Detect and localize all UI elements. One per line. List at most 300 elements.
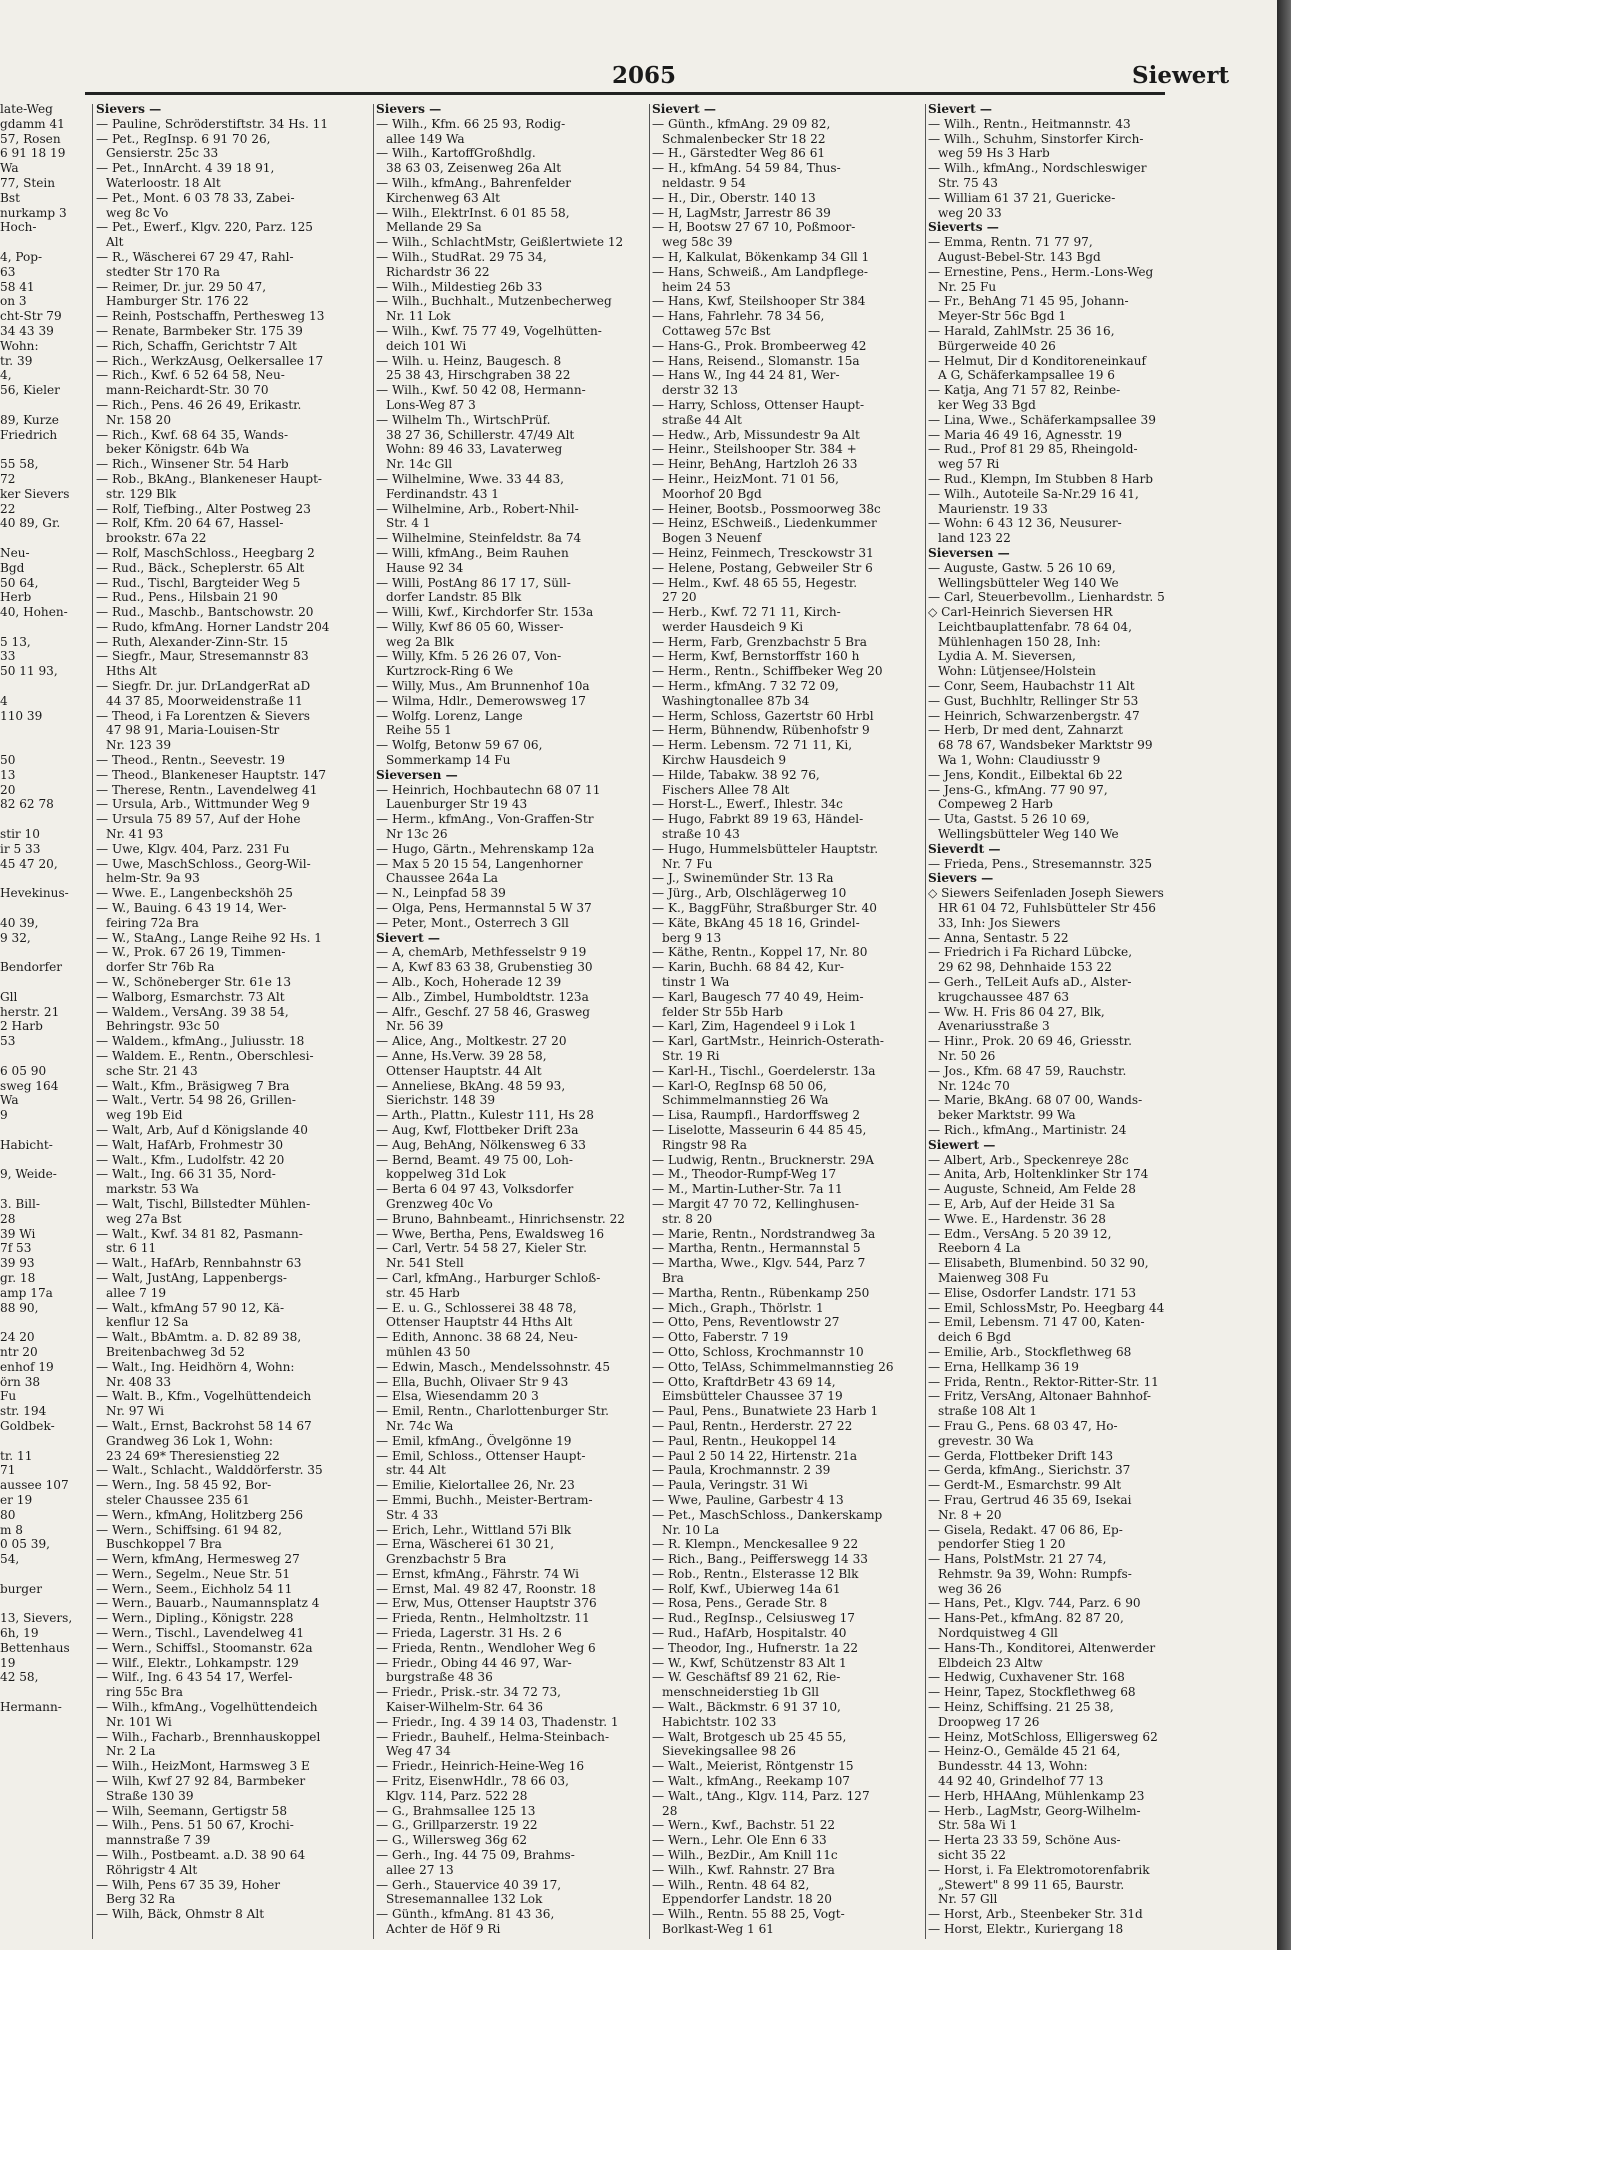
cropped-line: 4,	[0, 368, 12, 383]
cropped-line	[0, 1153, 88, 1168]
directory-entry-line: — Hinr., Prok. 20 69 46, Griesstr.	[928, 1034, 1132, 1049]
directory-entry-line: — Herb, Dr med dent, Zahnarzt	[928, 723, 1124, 738]
directory-entry-line: Nr 13c 26	[386, 827, 448, 842]
directory-entry-line: — Paula, Krochmannstr. 2 39	[652, 1463, 831, 1478]
directory-entry-line: Klgv. 114, Parz. 522 28	[386, 1788, 528, 1803]
cropped-line	[0, 1315, 88, 1330]
cropped-line: 39 Wi	[0, 1226, 36, 1241]
directory-entry-line: Sierichstr. 148 39	[386, 1093, 496, 1108]
cropped-line: örn 38	[0, 1374, 41, 1389]
directory-entry-line: — Walt., Ernst, Backrohst 58 14 67	[96, 1418, 312, 1433]
cropped-line: Fu	[0, 1389, 17, 1404]
directory-entry-line: — Alb., Zimbel, Humboldtstr. 123a	[376, 989, 589, 1004]
directory-entry-line: — Frieda, Lagerstr. 31 Hs. 2 6	[376, 1626, 562, 1641]
directory-entry-line: — Alfr., Geschf. 27 58 46, Grasweg	[376, 1004, 590, 1019]
directory-entry-line: — Walt., Schlacht., Walddörferstr. 35	[96, 1463, 323, 1478]
cropped-line	[0, 901, 88, 916]
directory-entry-line: — Auguste, Gastw. 5 26 10 69,	[928, 560, 1116, 575]
directory-entry-line: — Rud., RegInsp., Celsiusweg 17	[652, 1611, 855, 1626]
cropped-line	[0, 398, 88, 413]
directory-entry-line: — Karin, Buchh. 68 84 42, Kur-	[652, 960, 844, 975]
cropped-line: Habicht-	[0, 1137, 53, 1152]
directory-entry-line: — Katja, Ang 71 57 82, Reinbe-	[928, 383, 1121, 398]
cropped-line: 77, Stein	[0, 175, 56, 190]
cropped-line: Hevekinus-	[0, 886, 69, 901]
directory-entry-line: str. 45 Harb	[386, 1285, 460, 1300]
directory-entry-line: — Käte, BkAng 45 18 16, Grindel-	[652, 915, 860, 930]
directory-entry-line: — Wilh, Kwf 27 92 84, Barmbeker	[96, 1774, 306, 1789]
directory-entry-line: — Wern, kfmAng, Hermesweg 27	[96, 1552, 300, 1567]
directory-entry-line: Mühlenhagen 150 28, Inh:	[938, 634, 1101, 649]
directory-entry-line: — Hans, Reisend., Slomanstr. 15a	[652, 353, 860, 368]
directory-entry-line: — Theod., Rentn., Seevestr. 19	[96, 753, 285, 768]
column-4	[928, 102, 1200, 1942]
directory-entry-line: — Therese, Rentn., Lavendelweg 41	[96, 782, 318, 797]
directory-entry-line: — G., Willersweg 36g 62	[376, 1833, 528, 1848]
directory-entry-line: — Erw, Mus, Ottenser Hauptstr 376	[376, 1596, 597, 1611]
directory-entry-line: Elbdeich 23 Altw	[938, 1655, 1043, 1670]
cropped-line: nurkamp 3	[0, 205, 67, 220]
directory-entry-line: — W., Prok. 67 26 19, Timmen-	[96, 945, 286, 960]
directory-entry-line: Stresemannallee 132 Lok	[386, 1892, 543, 1907]
directory-entry-line: — H, Bootsw 27 67 10, Poßmoor-	[652, 220, 856, 235]
directory-entry-line: — Gerda, Flottbeker Drift 143	[928, 1448, 1114, 1463]
directory-entry-line: — Frieda, Pens., Stresemannstr. 325	[928, 856, 1153, 871]
cropped-line: Neu-	[0, 545, 30, 560]
directory-entry-line: — Ww. H. Fris 86 04 27, Blk,	[928, 1004, 1105, 1019]
directory-entry-line: — Wwe. E., Hardenstr. 36 28	[928, 1211, 1106, 1226]
directory-entry-line: — Peter, Mont., Osterrech 3 Gll	[376, 915, 569, 930]
directory-entry-line: — Willy, Kfm. 5 26 26 07, Von-	[376, 649, 562, 664]
directory-entry-line: — Wern., Schiffsing. 61 94 82,	[96, 1522, 282, 1537]
directory-entry-line: — Heinr, BehAng, Hartzloh 26 33	[652, 457, 858, 472]
directory-entry-line: beker Königstr. 64b Wa	[106, 442, 250, 457]
directory-entry-line: str. 8 20	[662, 1211, 713, 1226]
directory-entry-line: 44 37 85, Moorweidenstraße 11	[106, 693, 303, 708]
directory-entry-line: — Rob., BkAng., Blankeneser Haupt-	[96, 471, 323, 486]
cropped-line	[0, 1182, 88, 1197]
directory-entry-line: dorfer Str 76b Ra	[106, 960, 215, 975]
directory-entry-line: Wa 1, Wohn: Claudiusstr 9	[938, 753, 1101, 768]
directory-entry-line: — Arth., Plattn., Kulestr 111, Hs 28	[376, 1108, 594, 1123]
cropped-line: 56, Kieler	[0, 383, 60, 398]
directory-entry-line: — Bruno, Bahnbeamt., Hinrichsenstr. 22	[376, 1211, 625, 1226]
directory-entry-line: Nr. 124c 70	[938, 1078, 1010, 1093]
directory-entry-line: Str. 19 Ri	[662, 1049, 720, 1063]
directory-entry-line: — Pet., Ewerf., Klgv. 220, Parz. 125	[96, 220, 314, 235]
directory-entry-line: Meyer-Str 56c Bgd 1	[938, 309, 1067, 324]
directory-entry-line: — Walborg, Esmarchstr. 73 Alt	[96, 989, 285, 1004]
directory-entry-line: — Fritz, EisenwHdlr., 78 66 03,	[376, 1774, 569, 1789]
directory-entry-line: — Hans, Schweiß., Am Landpflege-	[652, 264, 868, 279]
cropped-line	[0, 723, 88, 738]
directory-entry-line: — Heinz, MotSchloss, Elligersweg 62	[928, 1729, 1158, 1744]
directory-entry-line: — Margit 47 70 72, Kellinghusen-	[652, 1196, 859, 1211]
directory-entry-line: — Rud., Tischl, Bargteider Weg 5	[96, 575, 301, 590]
directory-entry-line: — Walt., Kfm., Bräsigweg 7 Bra	[96, 1078, 290, 1093]
directory-entry-line: — Auguste, Schneid, Am Felde 28	[928, 1182, 1136, 1197]
directory-entry-line: — Renate, Barmbeker Str. 175 39	[96, 323, 303, 338]
directory-entry-line: Wohn: 89 46 33, Lavaterweg	[386, 442, 563, 457]
directory-entry-line: — Paula, Veringstr. 31 Wi	[652, 1478, 808, 1493]
directory-entry-line: deich 6 Bgd	[938, 1330, 1012, 1345]
directory-entry-line: — Wilh., Kwf. Rahnstr. 27 Bra	[652, 1862, 835, 1877]
directory-entry-line: koppelweg 31d Lok	[386, 1167, 506, 1182]
directory-entry-line: Mellande 29 Sa	[386, 220, 482, 235]
directory-entry-line: — G., Grillparzerstr. 19 22	[376, 1818, 538, 1833]
directory-entry-line: kenflur 12 Sa	[106, 1315, 189, 1330]
directory-entry-line: Kaiser-Wilhelm-Str. 64 36	[386, 1700, 543, 1715]
directory-entry-line: Nr. 97 Wi	[106, 1404, 165, 1419]
directory-entry-line: — Frau, Gertrud 46 35 69, Isekai	[928, 1492, 1132, 1507]
directory-entry-line: Lauenburger Str 19 43	[386, 797, 528, 812]
directory-entry-line: Eimsbütteler Chaussee 37 19	[662, 1389, 843, 1404]
directory-entry-line: — Frieda, Rentn., Helmholtzstr. 11	[376, 1611, 590, 1626]
directory-entry-line: weg 58c 39	[662, 235, 733, 250]
cropped-line: Bst	[0, 190, 20, 205]
cropped-line: 4	[0, 693, 8, 708]
directory-entry-line: — W. Geschäftsf 89 21 62, Rie-	[652, 1670, 841, 1685]
directory-entry-line: Chaussee 264a La	[386, 871, 498, 886]
directory-entry-line: — H., Dir., Oberstr. 140 13	[652, 190, 816, 205]
directory-entry-line: — Walt. B., Kfm., Vogelhüttendeich	[96, 1389, 312, 1404]
directory-entry-line: Maienweg 308 Fu	[938, 1270, 1049, 1285]
directory-entry-line: — Hans-G., Prok. Brombeerweg 42	[652, 338, 867, 353]
directory-entry-line: — Pet., InnArcht. 4 39 18 91,	[96, 161, 275, 176]
directory-entry-line: stedter Str 170 Ra	[106, 264, 220, 279]
directory-entry-line: — Walt., Kfm., Ludolfstr. 42 20	[96, 1152, 285, 1167]
directory-entry-line: — Waldem. E., Rentn., Oberschlesi-	[96, 1049, 314, 1063]
directory-entry-line: — Wilh., Kwf. 75 77 49, Vogelhütten-	[376, 323, 602, 338]
directory-entry-line: helm-Str. 9a 93	[106, 871, 200, 886]
directory-entry-line: — Heinz-O., Gemälde 45 21 64,	[928, 1744, 1121, 1759]
directory-entry-line: Borlkast-Weg 1 61	[662, 1922, 774, 1937]
directory-entry-line: Kirchenweg 63 Alt	[386, 190, 500, 205]
directory-entry-line: — Siegfr. Dr. jur. DrLandgerRat aD	[96, 679, 311, 694]
directory-entry-line: — Edm., VersAng. 5 20 39 12,	[928, 1226, 1112, 1241]
cropped-line: str. 194	[0, 1404, 47, 1419]
directory-entry-line: — G., Brahmsallee 125 13	[376, 1803, 536, 1818]
directory-entry-line: — Reimer, Dr. jur. 29 50 47,	[96, 279, 267, 294]
directory-entry-line: — Rud., Pens., Hilsbain 21 90	[96, 590, 278, 605]
column-divider	[925, 104, 926, 1939]
directory-entry-line: — Walt, Arb, Auf d Königslande 40	[96, 1122, 308, 1137]
directory-entry-line: — Otto, Faberstr. 7 19	[652, 1330, 789, 1345]
directory-entry-line: — Heinz, Feinmech, Tresckowstr 31	[652, 545, 874, 560]
directory-entry-line: — Lina, Wwe., Schäferkampsallee 39	[928, 412, 1156, 427]
directory-entry-line: — Wilh., Rentn., Heitmannstr. 43	[928, 116, 1131, 131]
directory-entry-line: — Wolfg. Lorenz, Lange	[376, 708, 523, 723]
cropped-line	[0, 1596, 88, 1611]
directory-entry-line: — Horst, Arb., Steenbeker Str. 31d	[928, 1907, 1143, 1922]
directory-entry-line: — Emmi, Buchh., Meister-Bertram-	[376, 1492, 593, 1507]
directory-entry-line: Nr. 101 Wi	[106, 1714, 172, 1729]
column-2	[376, 102, 646, 1942]
directory-entry-line: — Wohn: 6 43 12 36, Neusurer-	[928, 516, 1122, 531]
column-divider	[649, 104, 650, 1939]
directory-entry-line: Washingtonallee 87b 34	[662, 693, 810, 708]
directory-entry-line: — Heinz, Schiffsing. 21 25 38,	[928, 1700, 1114, 1715]
directory-entry-line: — Wwe. E., Langenbeckshöh 25	[96, 886, 293, 901]
directory-entry-line: land 123 22	[938, 531, 1011, 546]
directory-entry-line: — Rud., Maschb., Bantschowstr. 20	[96, 605, 314, 620]
directory-entry-line: — Gerda, kfmAng., Sierichstr. 37	[928, 1463, 1131, 1478]
directory-entry-line: — Wilh., Pens. 51 50 67, Krochi-	[96, 1818, 294, 1833]
directory-entry-line: — Ursula, Arb., Wittmunder Weg 9	[96, 797, 310, 812]
directory-entry-line: — Walt., BbAmtm. a. D. 82 89 38,	[96, 1330, 302, 1345]
directory-entry-line: — Wilh., Mildestieg 26b 33	[376, 279, 543, 294]
directory-entry-line: 33, Inh: Jos Siewers	[938, 915, 1061, 930]
cropped-line: 50	[0, 753, 16, 768]
cropped-line: 110 39	[0, 708, 43, 723]
cropped-line: 58 41	[0, 279, 35, 294]
directory-entry-line: — Theod., Blankeneser Hauptstr. 147	[96, 767, 327, 782]
directory-entry-line: — Rich., WerkzAusg, Oelkersallee 17	[96, 353, 324, 368]
directory-entry-line: str. 129 Blk	[106, 486, 177, 501]
cropped-line: 53	[0, 1034, 16, 1049]
directory-entry-line: — Aug, Kwf, Flottbeker Drift 23a	[376, 1122, 579, 1137]
directory-entry-line: Habichtstr. 102 33	[662, 1714, 777, 1729]
cropped-line: ntr 20	[0, 1344, 38, 1359]
directory-entry-line: krugchaussee 487 63	[938, 989, 1070, 1004]
directory-entry-line: — Edith, Annonc. 38 68 24, Neu-	[376, 1330, 578, 1345]
directory-entry-line: Reeborn 4 La	[938, 1241, 1021, 1256]
cropped-line: aussee 107	[0, 1478, 69, 1493]
directory-entry-line: — Rolf, Kwf., Ubierweg 14a 61	[652, 1581, 841, 1596]
directory-entry-line: — Wilh., Rentn. 48 64 82,	[652, 1877, 810, 1892]
cropped-line: 0 05 39,	[0, 1537, 51, 1552]
cropped-line: 50 11 93,	[0, 664, 58, 679]
directory-entry-line: — Theod, i Fa Lorentzen & Sievers	[96, 708, 310, 723]
directory-entry-line: — Anneliese, BkAng. 48 59 93,	[376, 1078, 566, 1093]
cropped-line: 9, Weide-	[0, 1167, 57, 1182]
directory-entry-line: — E, Arb, Auf der Heide 31 Sa	[928, 1196, 1115, 1211]
directory-entry-line: — Walt., HafArb, Rennbahnstr 63	[96, 1256, 302, 1271]
cropped-line: gdamm 41	[0, 116, 65, 131]
directory-entry-line: Nr. 14c Gll	[386, 457, 453, 472]
directory-entry-line: — Pauline, Schröderstiftstr. 34 Hs. 11	[96, 116, 329, 131]
cropped-line: Bgd	[0, 560, 25, 575]
directory-entry-line: — Emil, kfmAng., Övelgönne 19	[376, 1433, 572, 1448]
directory-entry-line: — Walt., kfmAng., Reekamp 107	[652, 1774, 850, 1789]
directory-entry-line: — Wilh., kfmAng., Bahrenfelder	[376, 175, 572, 190]
directory-entry-line: — Heiner, Bootsb., Possmoorweg 38c	[652, 501, 881, 516]
directory-entry-line: — Heinr., HeizMont. 71 01 56,	[652, 471, 839, 486]
directory-entry-line: — Karl-H., Tischl., Goerdelerstr. 13a	[652, 1063, 876, 1078]
directory-entry-line: — Gerh., Stauervice 40 39 17,	[376, 1877, 562, 1892]
directory-entry-line: Grandweg 36 Lok 1, Wohn:	[106, 1433, 273, 1448]
directory-entry-line: — Wilh., Schuhm, Sinstorfer Kirch-	[928, 131, 1144, 146]
directory-entry-line: — H., kfmAng. 54 59 84, Thus-	[652, 161, 841, 176]
directory-entry-line: Nr. 25 Fu	[938, 279, 997, 294]
directory-entry-line: — H, LagMstr, Jarrestr 86 39	[652, 205, 831, 220]
cropped-line: 40 39,	[0, 915, 39, 930]
directory-entry-line: — Wwe, Pauline, Garbestr 4 13	[652, 1492, 844, 1507]
cropped-line: 33	[0, 649, 16, 664]
directory-entry-line: straße 10 43	[662, 827, 740, 842]
directory-entry-line: — Wilh., Autoteile Sa-Nr.29 16 41,	[928, 486, 1139, 501]
cropped-line: cht-Str 79	[0, 309, 62, 324]
directory-entry-line: — Carl, Steuerbevollm., Lienhardstr. 5	[928, 590, 1165, 605]
surname-heading: Sievers —	[376, 102, 442, 116]
cropped-line: Herb	[0, 590, 32, 605]
cropped-line: 19	[0, 1655, 16, 1670]
directory-entry-line: — Käthe, Rentn., Koppel 17, Nr. 80	[652, 945, 868, 960]
directory-entry-line: brookstr. 67a 22	[106, 531, 207, 546]
directory-entry-line: — M., Theodor-Rumpf-Weg 17	[652, 1167, 837, 1182]
directory-entry-line: dorfer Landstr. 85 Blk	[386, 590, 522, 605]
directory-entry-line: — Wern., Bauarb., Naumannsplatz 4	[96, 1596, 320, 1611]
surname-heading: Sievers —	[96, 102, 162, 116]
directory-entry-line: Hths Alt	[106, 664, 157, 679]
directory-entry-line: Grenzweg 40c Vo	[386, 1196, 493, 1211]
cropped-line: 57, Rosen	[0, 131, 61, 146]
directory-entry-line: Kurtzrock-Ring 6 We	[386, 664, 514, 679]
directory-entry-line: sicht 35 22	[938, 1848, 1006, 1863]
directory-entry-line: — Conr, Seem, Haubachstr 11 Alt	[928, 679, 1135, 694]
directory-entry-line: — Wilh, Bäck, Ohmstr 8 Alt	[96, 1907, 265, 1922]
directory-entry-line: Nr. 123 39	[106, 738, 172, 753]
directory-entry-line: — Wilma, Hdlr., Demerowsweg 17	[376, 693, 586, 708]
directory-entry-line: — R., Wäscherei 67 29 47, Rahl-	[96, 249, 294, 264]
surname-heading: Siewert —	[928, 1137, 996, 1152]
directory-entry-line: — Friedr., Prisk.-str. 34 72 73,	[376, 1685, 562, 1700]
directory-entry-line: — Rud., Klempn, Im Stubben 8 Harb	[928, 471, 1153, 486]
directory-entry-line: — Ella, Buchh, Olivaer Str 9 43	[376, 1374, 569, 1389]
directory-entry-line: Nr. 11 Lok	[386, 309, 451, 324]
directory-entry-line: — Maria 46 49 16, Agnesstr. 19	[928, 427, 1123, 442]
directory-entry-line: — Rob., Rentn., Elsterasse 12 Blk	[652, 1566, 859, 1581]
directory-entry-line: — Frau G., Pens. 68 03 47, Ho-	[928, 1418, 1118, 1433]
cropped-line: 63	[0, 264, 16, 279]
cropped-line	[0, 620, 88, 635]
directory-entry-line: — Wilh., HeizMont, Harmsweg 3 E	[96, 1759, 310, 1774]
directory-entry-line: — Bernd, Beamt. 49 75 00, Loh-	[376, 1152, 573, 1167]
directory-entry-line: — Gerh., Ing. 44 75 09, Brahms-	[376, 1848, 575, 1863]
directory-entry-line: Nr. 41 93	[106, 827, 164, 842]
directory-entry-line: — Wilh., Postbeamt. a.D. 38 90 64	[96, 1848, 306, 1863]
cropped-line: 13	[0, 767, 16, 782]
cropped-line: enhof 19	[0, 1359, 54, 1374]
directory-entry-line: — Walt., tAng., Klgv. 114, Parz. 127	[652, 1788, 870, 1803]
directory-entry-line: — Berta 6 04 97 43, Volksdorfer	[376, 1182, 574, 1197]
directory-entry-line: — Gerdt-M., Esmarchstr. 99 Alt	[928, 1478, 1122, 1493]
directory-entry-line: — Edwin, Masch., Mendelssohnstr. 45	[376, 1359, 611, 1374]
directory-entry-line: — Rich., Pens. 46 26 49, Erikastr.	[96, 397, 302, 412]
column-divider	[92, 104, 93, 1939]
directory-entry-line: — Paul, Rentn., Herderstr. 27 22	[652, 1418, 853, 1433]
directory-entry-line: — Herta 23 33 59, Schöne Aus-	[928, 1833, 1121, 1848]
directory-entry-line: Avenariusstraße 3	[938, 1019, 1050, 1034]
cropped-line: tr. 11	[0, 1448, 33, 1463]
directory-entry-line: Eppendorfer Landstr. 18 20	[662, 1892, 832, 1907]
directory-entry-line: Bürgerweide 40 26	[938, 338, 1056, 353]
directory-entry-line: — Willy, Kwf 86 05 60, Wisser-	[376, 619, 564, 634]
directory-entry-line: ring 55c Bra	[106, 1685, 183, 1700]
directory-entry-line: — Walt., Ing. 66 31 35, Nord-	[96, 1167, 276, 1182]
directory-entry-line: — Wilh., Kwf. 50 42 08, Hermann-	[376, 383, 586, 398]
directory-entry-line: HR 61 04 72, Fuhlsbütteler Str 456	[938, 901, 1156, 916]
directory-entry-line: Hamburger Str. 176 22	[106, 294, 249, 309]
directory-entry-line: — Wilh. u. Heinz, Baugesch. 8	[376, 353, 562, 368]
cropped-line: er 19	[0, 1492, 33, 1507]
cropped-line: Bettenhaus	[0, 1640, 70, 1655]
directory-entry-line: Waterloostr. 18 Alt	[106, 175, 221, 190]
directory-entry-line: — Herm., kfmAng. 7 32 72 09,	[652, 679, 839, 694]
directory-entry-line: — Erna, Hellkamp 36 19	[928, 1359, 1079, 1374]
cropped-line: stir 10	[0, 827, 40, 842]
directory-entry-line: Bundesstr. 44 13, Wohn:	[938, 1759, 1088, 1774]
directory-entry-line: — Alb., Koch, Hoherade 12 39	[376, 975, 562, 990]
directory-entry-line: Bra	[662, 1270, 684, 1285]
directory-entry-line: Kirchw Hausdeich 9	[662, 753, 787, 768]
cropped-line: Friedrich	[0, 427, 58, 442]
directory-entry-line: — Willy, Mus., Am Brunnenhof 10a	[376, 679, 590, 694]
directory-entry-line: Sievekingsallee 98 26	[662, 1744, 796, 1759]
cropped-line: gr. 18	[0, 1270, 36, 1285]
cropped-line	[0, 235, 88, 250]
directory-entry-line: — Aug, BehAng, Nölkensweg 6 33	[376, 1137, 586, 1152]
cropped-line: 9 32,	[0, 930, 31, 945]
directory-entry-line: mühlen 43 50	[386, 1344, 471, 1359]
page-number: 2065	[612, 62, 677, 89]
directory-entry-line: neldastr. 9 54	[662, 175, 746, 190]
cropped-line	[0, 1685, 88, 1700]
directory-entry-line: — Ruth, Alexander-Zinn-Str. 15	[96, 634, 289, 649]
directory-entry-line: — W., Bauing. 6 43 19 14, Wer-	[96, 901, 287, 916]
directory-entry-line: Schimmelmannstieg 26 Wa	[662, 1093, 829, 1108]
directory-entry-line: — Hugo, Fabrkt 89 19 63, Händel-	[652, 812, 864, 827]
directory-entry-line: — Mich., Graph., Thörlstr. 1	[652, 1300, 824, 1315]
directory-entry-line: — Helene, Postang, Gebweiler Str 6	[652, 560, 873, 575]
cropped-line: 42 58,	[0, 1670, 39, 1685]
directory-entry-line: — Rud., HafArb, Hospitalstr. 40	[652, 1626, 847, 1641]
directory-entry-line: — Heinrich, Schwarzenbergstr. 47	[928, 708, 1140, 723]
directory-entry-line: allee 7 19	[106, 1285, 167, 1300]
directory-entry-line: — Friedr., Ing. 4 39 14 03, Thadenstr. 1	[376, 1714, 619, 1729]
directory-entry-line: — William 61 37 21, Guericke-	[928, 190, 1116, 205]
directory-entry-line: — Walt., Bäckmstr. 6 91 37 10,	[652, 1700, 841, 1715]
directory-entry-line: — Liselotte, Masseurin 6 44 85 45,	[652, 1122, 867, 1137]
directory-entry-line: — Günth., kfmAng. 29 09 82,	[652, 116, 831, 131]
directory-entry-line: — Lisa, Raumpfl., Hardorffsweg 2	[652, 1108, 861, 1123]
directory-entry-line: — Walt, HafArb, Frohmestr 30	[96, 1137, 284, 1152]
directory-entry-line: — Paul 2 50 14 22, Hirtenstr. 21a	[652, 1448, 858, 1463]
directory-entry-line: — Reinh, Postschaffn, Perthesweg 13	[96, 309, 325, 324]
surname-heading: Sieversen —	[376, 767, 458, 782]
directory-entry-line: — Emil, Rentn., Charlottenburger Str.	[376, 1404, 610, 1419]
directory-entry-line: — W., Kwf, Schützenstr 83 Alt 1	[652, 1655, 847, 1670]
directory-entry-line: Berg 32 Ra	[106, 1892, 176, 1907]
directory-entry-line: — Hugo, Gärtn., Mehrenskamp 12a	[376, 841, 595, 856]
book-spine-shadow	[1277, 0, 1291, 1950]
directory-entry-line: Bogen 3 Neuenf	[662, 531, 762, 546]
directory-entry-line: — Karl-O, RegInsp 68 50 06,	[652, 1078, 827, 1093]
cropped-line: Bendorfer	[0, 960, 63, 975]
directory-entry-line: — Emilie, Kielortallee 26, Nr. 23	[376, 1478, 575, 1493]
cropped-line: Gll	[0, 989, 18, 1004]
directory-entry-line: — Heinr., Steilshooper Str. 384 +	[652, 442, 857, 457]
directory-entry-line: Nr. 8 + 20	[938, 1507, 1002, 1522]
surname-heading: Sievert —	[376, 930, 441, 945]
cropped-line: burger	[0, 1581, 42, 1596]
directory-entry-line: — Emilie, Arb., Stockflethweg 68	[928, 1344, 1132, 1359]
directory-entry-line: — Fr., BehAng 71 45 95, Johann-	[928, 294, 1129, 309]
directory-entry-line: — Wilh, Seemann, Gertigstr 58	[96, 1803, 288, 1818]
directory-entry-line: — Jens-G., kfmAng. 77 90 97,	[928, 782, 1108, 797]
directory-entry-line: — Uta, Gastst. 5 26 10 69,	[928, 812, 1090, 827]
directory-entry-line: ker Weg 33 Bgd	[938, 397, 1036, 412]
